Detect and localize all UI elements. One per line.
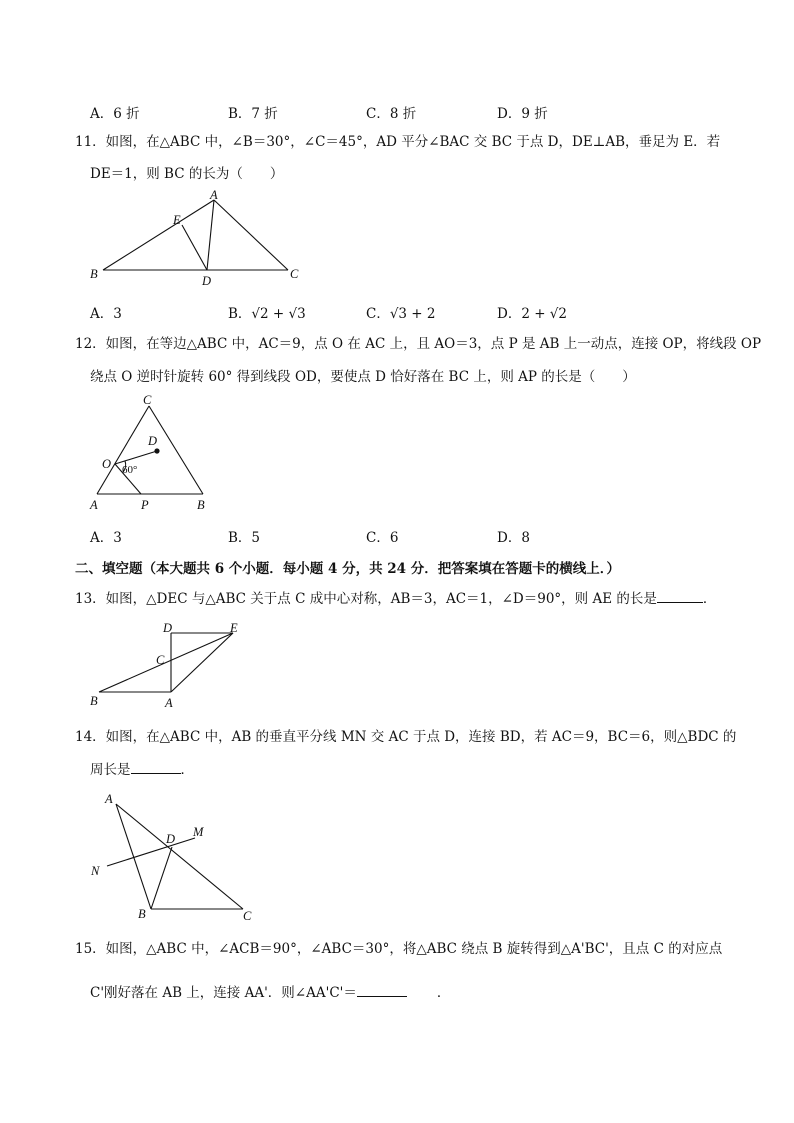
q15-answer-blank[interactable] [357,984,407,997]
q14-text [90,760,194,780]
q12-label-b: B [197,498,205,512]
q12-option-c: C．6 [366,530,399,546]
q11-segment-de [182,225,207,270]
q12-label-o: O [102,457,112,471]
q10-option-d: D．9 折 [497,106,548,122]
q11-segment-ba [103,200,214,270]
q12-label-p: P [141,498,149,512]
q12-option-d: D．8 [497,530,530,546]
q14-segment-ab [116,804,151,909]
q11-figure [85,190,315,290]
q12-label-d: D [148,434,158,448]
q11-label-c: C [290,267,299,281]
q12-segment-ac [97,406,149,494]
q15-text-tail: ． [436,985,451,1001]
q11-segment-ad [207,200,214,270]
q12-figure [85,390,225,515]
q14-label-n: N [91,864,100,878]
q11-label-a: A [210,190,218,202]
q11-text-line1: 11．如图，在△ABC 中，∠B＝30°，∠C＝45°，AD 平分∠BAC 交 BC 于点 D，DE⊥AB，垂足为 E．若 [75,134,721,150]
q10-option-c: C．8 折 [366,106,417,122]
q14-label-b: B [138,907,146,921]
q11-option-b: B．√2 + √3 [228,306,306,322]
q10-option-b: B．7 折 [228,106,278,122]
q13-text-tail: ． [702,591,717,607]
q12-label-a: A [90,498,98,512]
q15-text-line2: C'刚好落在 AB 上，连接 AA'．则∠AA'C'＝ [90,985,357,1001]
q13-label-d: D [163,621,173,635]
q14-text-tail: ． [180,762,194,778]
q10-option-a: A．6 折 [90,106,140,122]
q13-label-e: E [230,621,238,635]
q11-option-c: C．√3 + 2 [366,306,436,322]
q11-option-d: D．2 + √2 [497,306,567,322]
q12-label-c: C [143,393,152,407]
q14-answer-blank[interactable] [131,761,181,774]
q15-text [90,983,450,1003]
q11-option-a: A．3 [90,306,122,322]
q13-segment-ea [171,633,233,692]
q14-figure [85,785,270,925]
q14-label-m: M [193,825,204,839]
q14-label-a: A [105,792,113,806]
q13-text-line1: 13．如图，△DEC 与△ABC 关于点 C 成中心对称，AB＝3，AC＝1，∠D＝90°，则 AE 的长是 [75,591,657,607]
q13-text [75,589,716,609]
q12-label-angle: 60° [122,464,138,476]
q14-segment-bd [151,847,172,909]
q11-text-line2: DE＝1，则 BC 的长为（ ） [90,166,284,182]
q11-segment-ac [214,200,288,270]
q14-label-d: D [166,832,176,846]
section-heading-fill-in: 二、填空题（本大题共 6 个小题．每小题 4 分，共 24 分．把答案填在答题卡的横线上．） [75,561,621,577]
q11-label-e: E [173,213,181,227]
q11-label-d: D [202,274,212,288]
q12-text-line2: 绕点 O 逆时针旋转 60° 得到线段 OD，要使点 D 恰好落在 BC 上，则 AP 的长是（ ） [90,369,636,385]
q14-text-line1: 14．如图，在△ABC 中，AB 的垂直平分线 MN 交 AC 于点 D，连接 BD，若 AC＝9，BC＝6，则△BDC 的 [75,729,737,745]
q15-text-line1: 15．如图，△ABC 中，∠ACB＝90°，∠ABC＝30°，将△ABC 绕点 B 旋转得到△A'BC'，且点 C 的对应点 [75,941,723,957]
q12-text-line1: 12．如图，在等边△ABC 中，AC＝9，点 O 在 AC 上，且 AO＝3，点 P 是 AB 上一动点，连接 OP，将线段 OP [75,336,762,352]
q11-label-b: B [90,267,98,281]
q14-label-c: C [243,909,252,923]
q12-option-a: A．3 [90,530,122,546]
q13-label-a: A [165,696,173,710]
q12-option-b: B．5 [228,530,261,546]
q14-line-mn [107,838,195,866]
q13-answer-blank[interactable] [657,590,703,603]
q14-text-line2: 周长是 [90,762,131,778]
q13-segment-be [99,633,233,692]
q12-point-d [154,448,159,453]
q13-label-c: C [156,653,165,667]
q13-label-b: B [90,694,98,708]
q13-figure [85,620,255,712]
